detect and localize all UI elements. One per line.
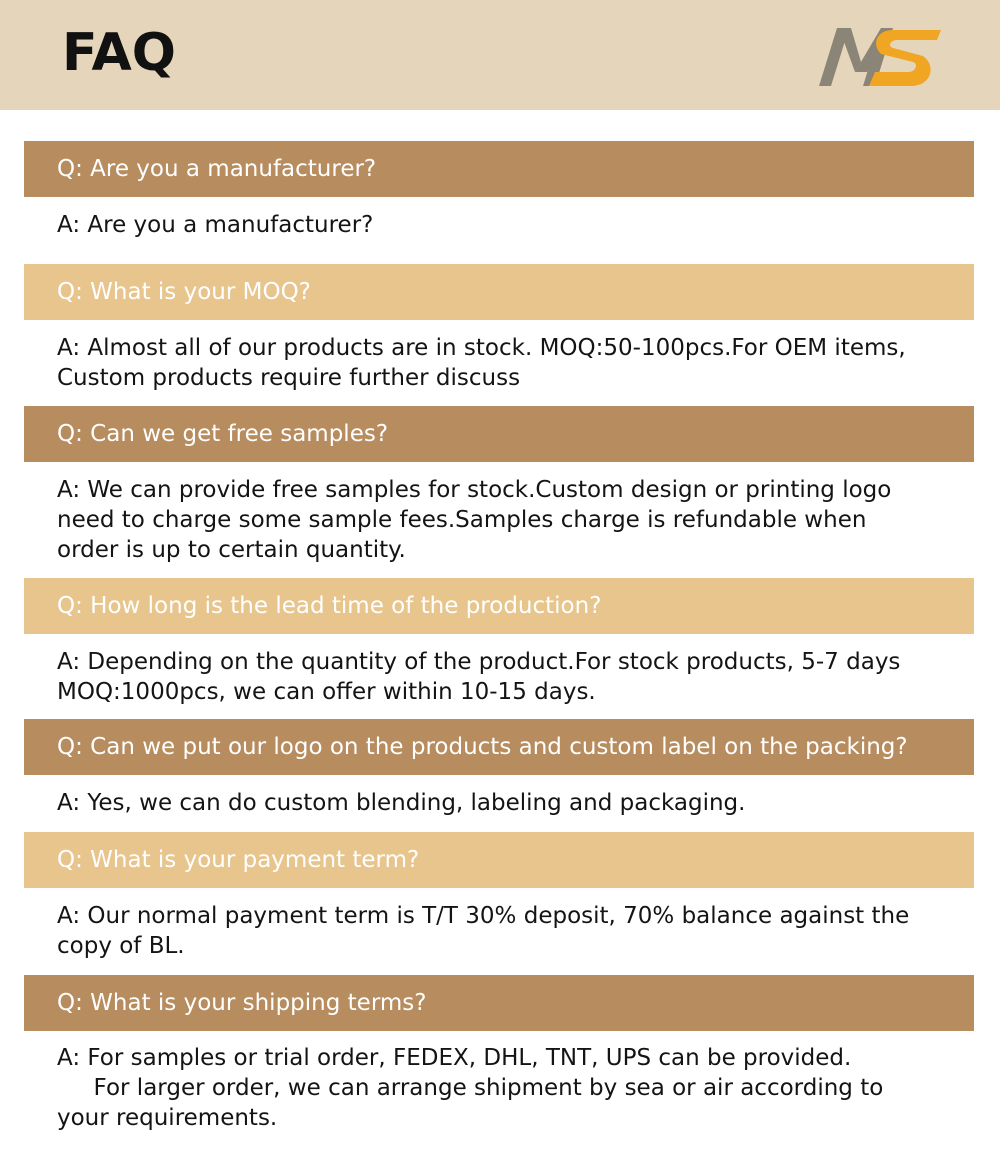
answer-line: For larger order, we can arrange shipment by sea or air according to — [57, 1075, 884, 1101]
faq-question: Q: What is your shipping terms? — [24, 975, 974, 1031]
faq-answer — [57, 333, 977, 393]
answer-line: A: Depending on the quantity of the product.For stock products, 5-7 days — [57, 649, 901, 675]
answer-line: A: We can provide free samples for stock.Custom design or printing logo — [57, 477, 892, 503]
faq-answer — [57, 1043, 977, 1133]
page-title: FAQ — [62, 23, 177, 83]
faq-answer — [57, 210, 977, 240]
answer-line: MOQ:1000pcs, we can offer within 10-15 days. — [57, 679, 596, 705]
faq-answer — [57, 475, 977, 565]
answer-line: need to charge some sample fees.Samples charge is refundable when — [57, 507, 867, 533]
faq-question: Q: Can we put our logo on the products and custom label on the packing? — [24, 719, 974, 775]
faq-answer — [57, 901, 977, 961]
answer-line: A: Are you a manufacturer? — [57, 212, 374, 238]
answer-line: order is up to certain quantity. — [57, 537, 406, 563]
answer-line: A: For samples or trial order, FEDEX, DHL, TNT, UPS can be provided. — [57, 1045, 852, 1071]
faq-answer — [57, 647, 977, 707]
answer-line: A: Our normal payment term is T/T 30% deposit, 70% balance against the — [57, 903, 910, 929]
faq-question: Q: Can we get free samples? — [24, 406, 974, 462]
faq-question: Q: What is your MOQ? — [24, 264, 974, 320]
answer-line: copy of BL. — [57, 933, 185, 959]
faq-question: Q: Are you a manufacturer? — [24, 141, 974, 197]
answer-line: Custom products require further discuss — [57, 365, 521, 391]
answer-line: A: Almost all of our products are in stock. MOQ:50-100pcs.For OEM items, — [57, 335, 906, 361]
faq-question: Q: How long is the lead time of the production? — [24, 578, 974, 634]
faq-question: Q: What is your payment term? — [24, 832, 974, 888]
faq-answer — [57, 788, 977, 818]
answer-line: A: Yes, we can do custom blending, labeling and packaging. — [57, 790, 746, 816]
answer-line: your requirements. — [57, 1105, 278, 1131]
ms-logo — [815, 22, 945, 90]
page-header — [0, 0, 1000, 110]
